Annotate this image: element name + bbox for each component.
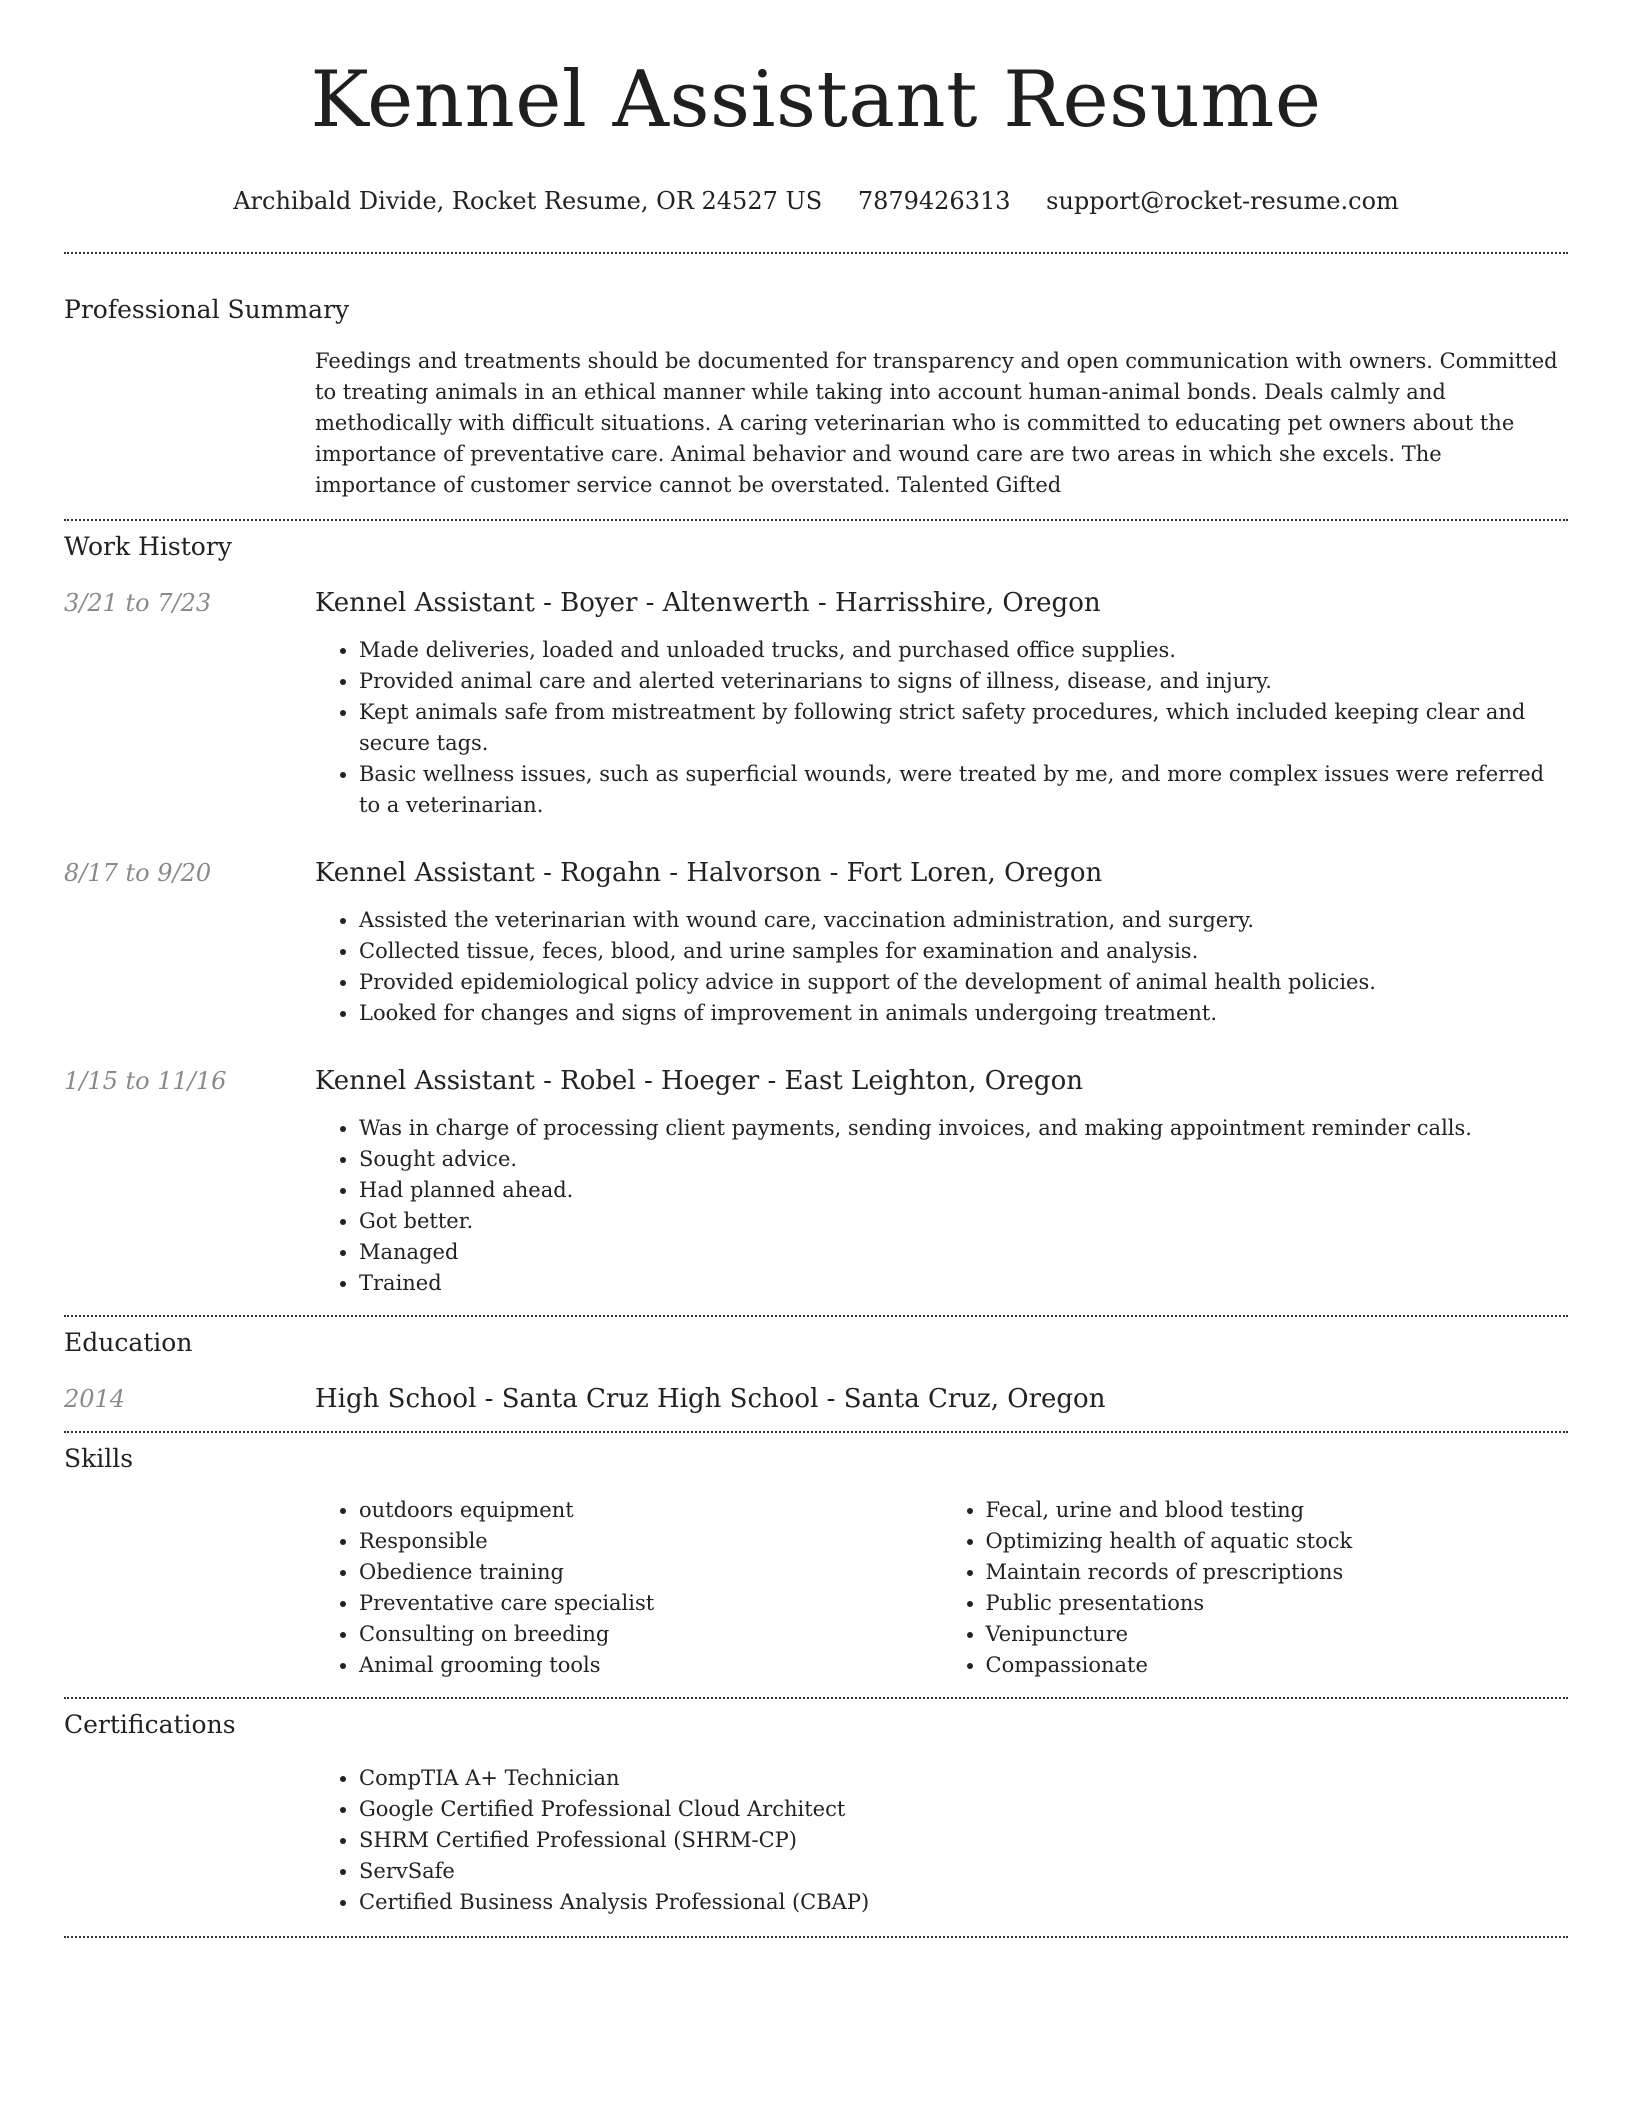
contact-phone: 7879426313 (857, 187, 1011, 215)
certifications-row (64, 1763, 1568, 1918)
job-bullets (315, 635, 1568, 821)
list-item: • Had planned ahead. (359, 1175, 1568, 1206)
list-item: • Collected tissue, feces, blood, and urine samples for examination and analysis. (359, 936, 1568, 967)
list-item: • Sought advice. (359, 1144, 1568, 1175)
education-title: High School - Santa Cruz High School - Santa Cruz, Oregon (315, 1384, 1106, 1414)
list-item: • Maintain records of prescriptions (986, 1557, 1569, 1588)
job-dates: 1/15 to 11/16 (64, 1067, 227, 1095)
list-item: • Animal grooming tools (359, 1650, 942, 1681)
list-item: • Consulting on breeding (359, 1619, 942, 1650)
list-item: • Managed (359, 1237, 1568, 1268)
list-item: • Public presentations (986, 1588, 1569, 1619)
work-history-section (64, 521, 1568, 1315)
summary-content (315, 346, 1568, 501)
skills-columns (315, 1495, 1568, 1681)
job-title: Kennel Assistant - Robel - Hoeger - East Leighton, Oregon (315, 1066, 1083, 1096)
divider (64, 1936, 1568, 1938)
resume-title: Kennel Assistant Resume (310, 55, 1322, 145)
section-title-skills: Skills (64, 1444, 134, 1473)
list-item: • Fecal, urine and blood testing (986, 1495, 1569, 1526)
summary-section (64, 254, 1568, 519)
list-item: • SHRM Certified Professional (SHRM-CP) (359, 1825, 1568, 1856)
list-item: • Venipuncture (986, 1619, 1569, 1650)
certifications-list (315, 1763, 1568, 1918)
skills-row (64, 1495, 1568, 1681)
section-title-certifications: Certifications (64, 1710, 236, 1739)
job-dates: 8/17 to 9/20 (64, 859, 212, 887)
skills-list-right (942, 1495, 1569, 1681)
section-title-work: Work History (64, 532, 232, 561)
list-item: • Trained (359, 1268, 1568, 1299)
certifications-content (315, 1763, 1568, 1918)
list-item: • Made deliveries, loaded and unloaded trucks, and purchased office supplies. (359, 635, 1568, 666)
list-item: • Basic wellness issues, such as superficial wounds, were treated by me, and more complex issues were referred to a veterinarian. (359, 759, 1568, 821)
education-content (315, 1383, 1568, 1415)
job-content (315, 857, 1568, 1029)
contact-address: Archibald Divide, Rocket Resume, OR 24527 US (233, 187, 823, 215)
education-year: 2014 (64, 1385, 126, 1413)
list-item: • Was in charge of processing client payments, sending invoices, and making appointment reminder calls. (359, 1113, 1568, 1144)
job-bullets (315, 905, 1568, 1029)
section-title-summary: Professional Summary (64, 295, 350, 324)
list-item: • Certified Business Analysis Professional (CBAP) (359, 1887, 1568, 1918)
list-item: • Google Certified Professional Cloud Architect (359, 1794, 1568, 1825)
list-item: • outdoors equipment (359, 1495, 942, 1526)
list-item: • Kept animals safe from mistreatment by following strict safety procedures, which included keeping clear and secure tags. (359, 697, 1568, 759)
job-bullets (315, 1113, 1568, 1299)
list-item: • CompTIA A+ Technician (359, 1763, 1568, 1794)
job-dates: 3/21 to 7/23 (64, 589, 212, 617)
summary-row (64, 346, 1568, 501)
job-entry (64, 587, 1568, 821)
job-entry (64, 1065, 1568, 1299)
job-title: Kennel Assistant - Rogahn - Halvorson - Fort Loren, Oregon (315, 858, 1103, 888)
education-entry (64, 1383, 1568, 1415)
list-item: • Looked for changes and signs of improvement in animals undergoing treatment. (359, 998, 1568, 1029)
contact-email: support@rocket-resume.com (1046, 187, 1399, 215)
skills-section (64, 1433, 1568, 1697)
list-item: • ServSafe (359, 1856, 1568, 1887)
list-item: • Got better. (359, 1206, 1568, 1237)
certifications-section (64, 1699, 1568, 1936)
list-item: • Preventative care specialist (359, 1588, 942, 1619)
list-item: • Obedience training (359, 1557, 942, 1588)
summary-text: Feedings and treatments should be documented for transparency and open communication with owners. Committed to treating animals in an ethical manner while taking into account human-animal bonds. Deals calmly and methodically with difficult situations. A caring veterinarian who is committed to educating pet owners about the importance of preventative care. Animal behavior and wound care are two areas in which she excels. The importance of customer service cannot be overstated. Talented Gifted (315, 349, 1558, 497)
contact-line (64, 186, 1568, 216)
list-item: • Assisted the veterinarian with wound care, vaccination administration, and surgery. (359, 905, 1568, 936)
list-item: • Provided epidemiological policy advice in support of the development of animal health policies. (359, 967, 1568, 998)
job-content (315, 587, 1568, 821)
skills-list-left (315, 1495, 942, 1681)
job-content (315, 1065, 1568, 1299)
list-item: • Responsible (359, 1526, 942, 1557)
job-entry (64, 857, 1568, 1029)
list-item: • Compassionate (986, 1650, 1569, 1681)
education-section (64, 1317, 1568, 1431)
list-item: • Optimizing health of aquatic stock (986, 1526, 1569, 1557)
section-title-education: Education (64, 1328, 193, 1357)
job-title: Kennel Assistant - Boyer - Altenwerth - Harrisshire, Oregon (315, 588, 1101, 618)
list-item: • Provided animal care and alerted veterinarians to signs of illness, disease, and injury. (359, 666, 1568, 697)
